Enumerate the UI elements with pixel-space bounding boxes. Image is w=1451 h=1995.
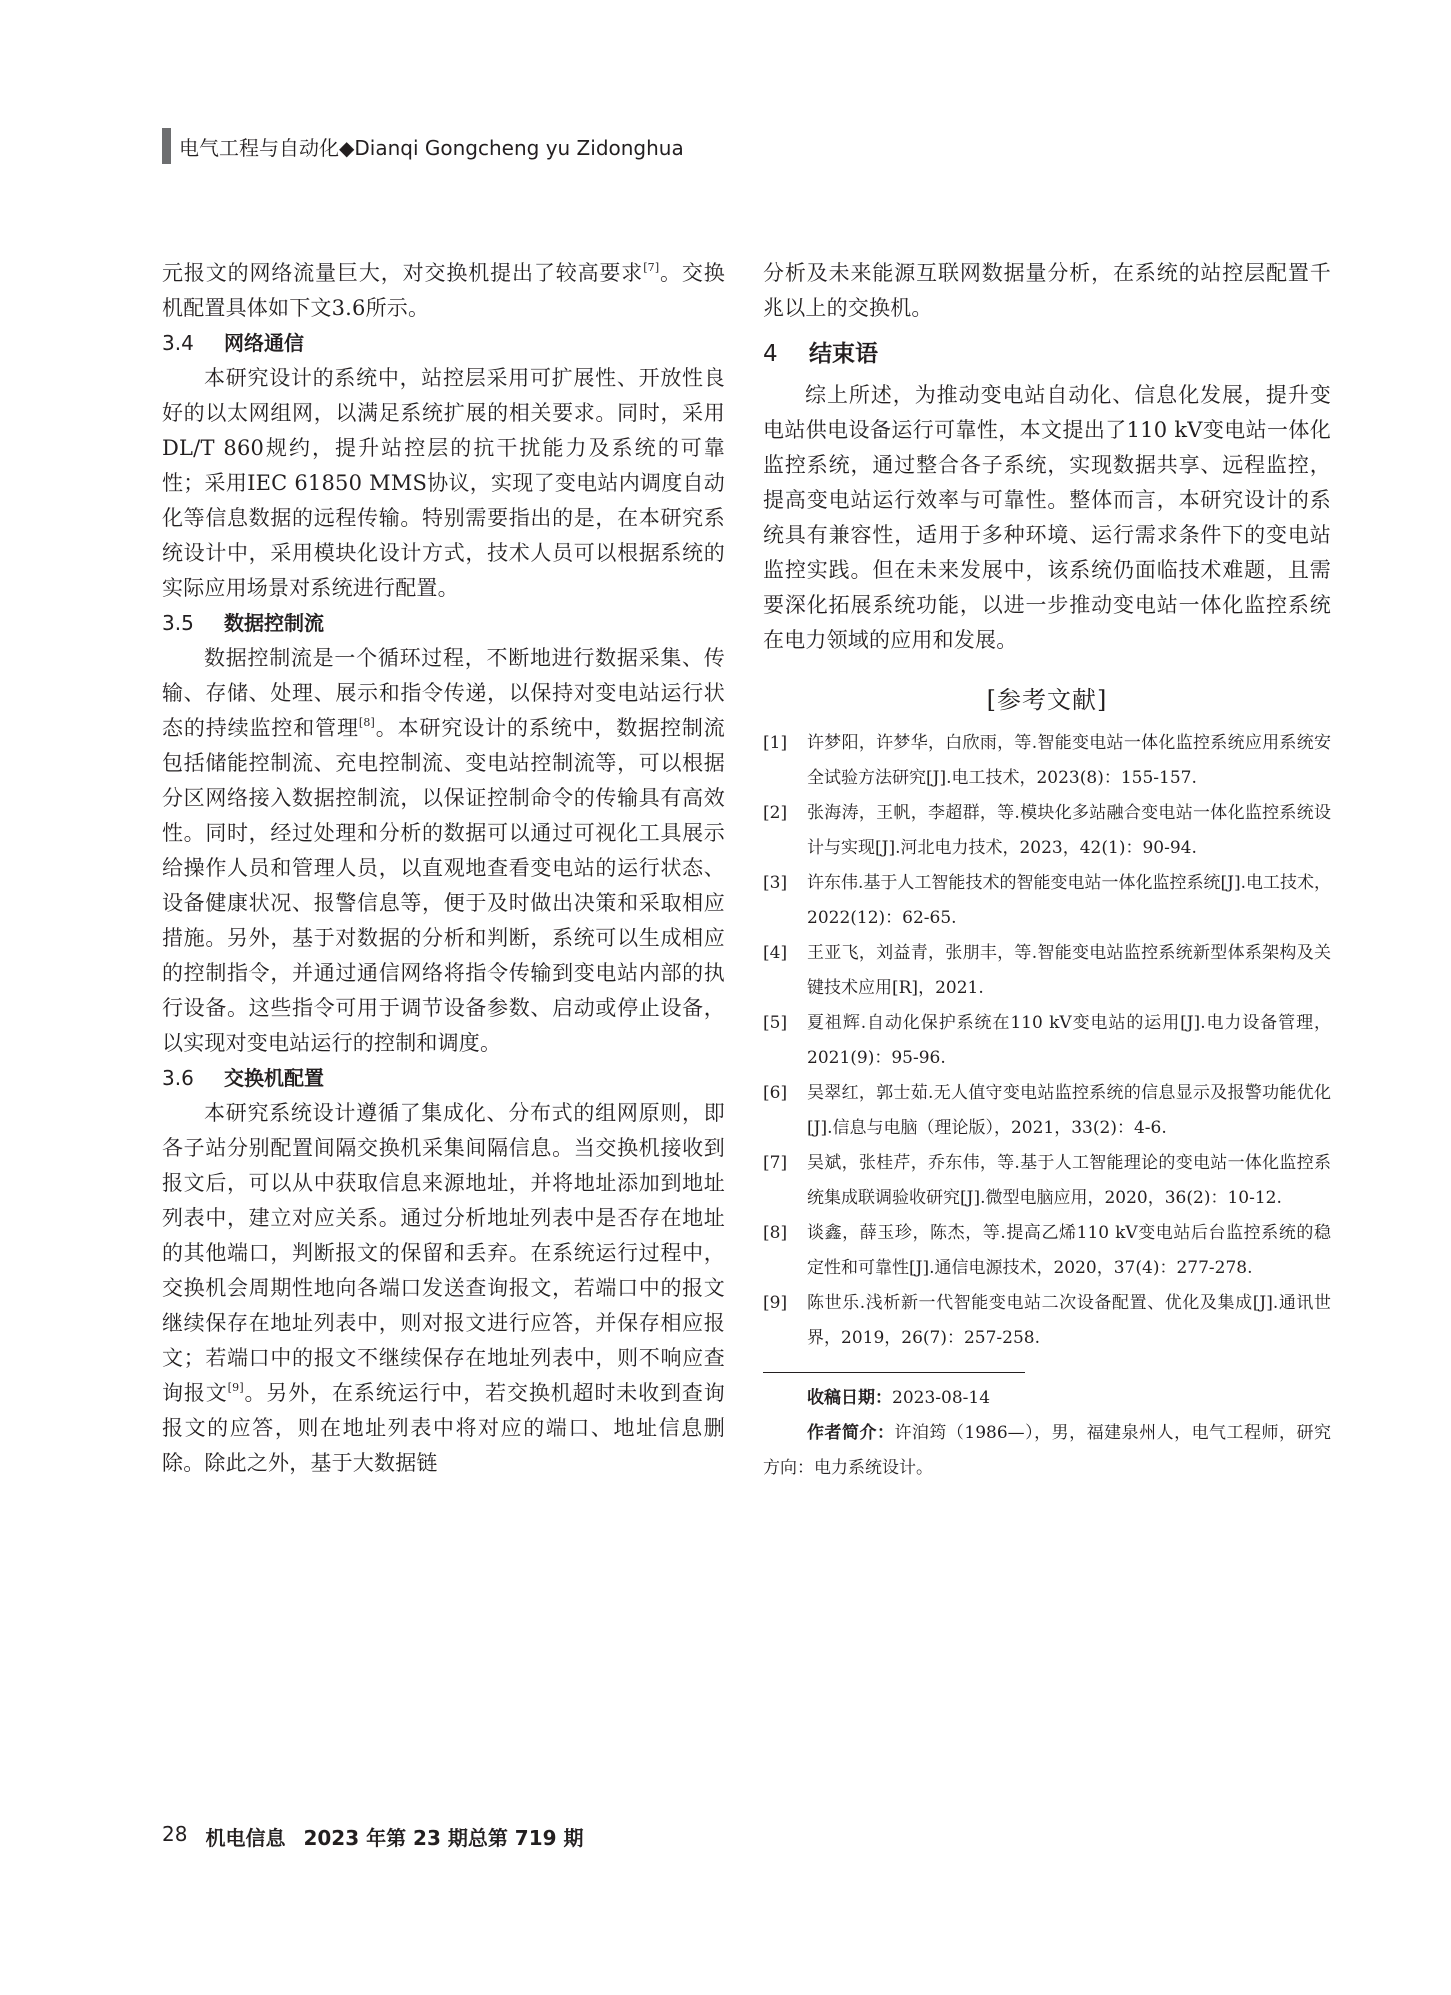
paragraph-continued: 元报文的网络流量巨大，对交换机提出了较高要求[7]。交换机配置具体如下文3.6所示。 bbox=[162, 261, 725, 320]
reference-item: [3] 许东伟.基于人工智能技术的智能变电站一体化监控系统[J].电工技术，2022(12)：62-65. bbox=[763, 873, 1331, 928]
issue-info: 2023 年第 23 期总第 719 期 bbox=[303, 1826, 584, 1850]
section-heading-3-6 bbox=[162, 1061, 725, 1096]
left-column bbox=[162, 256, 725, 1481]
references-title: [参考文献] bbox=[986, 686, 1108, 714]
section-number: 3.4 bbox=[162, 331, 194, 355]
paragraph-switch: 本研究系统设计遵循了集成化、分布式的组网原则，即各子站分别配置间隔交换机采集间隔信息。当交换机接收到报文后，可以从中获取信息来源地址，并将地址添加到地址列表中，建立对应关系。通过分析地址列表中是否存在地址的其他端口，判断报文的保留和丢弃。在系统运行过程中，交换机会周期性地向各端口发送查询报文，若端口中的报文继续保存在地址列表中，则对报文进行应答，并保存相应报文；若端口中的报文不继续保存在地址列表中，则不响应查询报文[9]。另外，在系统运行中，若交换机超时未收到查询报文的应答，则在地址列表中将对应的端口、地址信息删除。除此之外，基于大数据链 bbox=[162, 1101, 725, 1475]
footnote-divider bbox=[763, 1372, 1025, 1373]
reference-item: [1] 许梦阳，许梦华，白欣雨，等.智能变电站一体化监控系统应用系统安全试验方法研究[J].电工技术，2023(8)：155-157. bbox=[763, 733, 1331, 788]
page-number: 28 bbox=[162, 1822, 188, 1846]
section-title: 交换机配置 bbox=[224, 1066, 324, 1090]
section-heading-4 bbox=[763, 334, 1331, 374]
running-head bbox=[162, 128, 684, 164]
section-number: 3.6 bbox=[162, 1066, 194, 1090]
reference-item: [9] 陈世乐.浅析新一代智能变电站二次设备配置、优化及集成[J].通讯世界，2019，26(7)：257-258. bbox=[763, 1293, 1331, 1348]
author-bio-note: 作者简介：许洎筠（1986—），男，福建泉州人，电气工程师，研究方向：电力系统设计。 bbox=[763, 1423, 1331, 1478]
paragraph-conclusion: 综上所述，为推动变电站自动化、信息化发展，提升变电站供电设备运行可靠性，本文提出了110 kV变电站一体化监控系统，通过整合各子系统，实现数据共享、远程监控，提高变电站运行效率与可靠性。整体而言，本研究设计的系统具有兼容性，适用于多种环境、运行需求条件下的变电站监控实践。但在未来发展中，该系统仍面临技术难题，且需要深化拓展系统功能，以进一步推动变电站一体化监控系统在电力领域的应用和发展。 bbox=[763, 383, 1331, 652]
reference-item: [8] 谈鑫，薛玉珍，陈杰，等.提高乙烯110 kV变电站后台监控系统的稳定性和可靠性[J].通信电源技术，2020，37(4)：277-278. bbox=[763, 1223, 1331, 1278]
section-title: 结束语 bbox=[809, 341, 878, 367]
paragraph-network: 本研究设计的系统中，站控层采用可扩展性、开放性良好的以太网组网，以满足系统扩展的相关要求。同时，采用DL/T 860规约，提升站控层的抗干扰能力及系统的可靠性；采用IEC 61850 MMS协议，实现了变电站内调度自动化等信息数据的远程传输。特别需要指出的是，在本研究系统设计中，采用模块化设计方式，技术人员可以根据系统的实际应用场景对系统进行配置。 bbox=[162, 366, 725, 600]
section-number: 4 bbox=[763, 341, 778, 367]
reference-item: [5] 夏祖辉.自动化保护系统在110 kV变电站的运用[J].电力设备管理，2021(9)：95-96. bbox=[763, 1013, 1331, 1068]
right-column bbox=[763, 256, 1331, 1486]
reference-item: [4] 王亚飞，刘益青，张朋丰，等.智能变电站监控系统新型体系架构及关键技术应用[R]，2021. bbox=[763, 943, 1331, 998]
citation: [7] bbox=[643, 261, 660, 274]
reference-item: [6] 吴翠红，郭士茹.无人值守变电站监控系统的信息显示及报警功能优化[J].信息与电脑（理论版），2021，33(2)：4-6. bbox=[763, 1083, 1331, 1138]
running-title: 电气工程与自动化◆Dianqi Gongcheng yu Zidonghua bbox=[179, 135, 684, 160]
reference-item: [7] 吴斌，张桂芹，乔东伟，等.基于人工智能理论的变电站一体化监控系统集成联调验收研究[J].微型电脑应用，2020，36(2)：10-12. bbox=[763, 1153, 1331, 1208]
section-number: 3.5 bbox=[162, 611, 194, 635]
section-heading-3-4 bbox=[162, 326, 725, 361]
reference-item: [2] 张海涛，王帆，李超群，等.模块化多站融合变电站一体化监控系统设计与实现[J].河北电力技术，2023，42(1)：90-94. bbox=[763, 803, 1331, 858]
citation: [9] bbox=[227, 1381, 244, 1394]
running-head-bar bbox=[162, 128, 171, 164]
page-footer bbox=[162, 1822, 584, 1851]
received-date-note: 收稿日期：2023-08-14 bbox=[807, 1388, 991, 1408]
section-title: 数据控制流 bbox=[224, 611, 324, 635]
section-heading-3-5 bbox=[162, 606, 725, 641]
section-title: 网络通信 bbox=[224, 331, 304, 355]
paragraph-continued: 分析及未来能源互联网数据量分析，在系统的站控层配置千兆以上的交换机。 bbox=[763, 261, 1331, 320]
journal-name: 机电信息 bbox=[205, 1826, 286, 1850]
paragraph-data-flow: 数据控制流是一个循环过程，不断地进行数据采集、传输、存储、处理、展示和指令传递，以保持对变电站运行状态的持续监控和管理[8]。本研究设计的系统中，数据控制流包括储能控制流、充电控制流、变电站控制流等，可以根据分区网络接入数据控制流，以保证控制命令的传输具有高效性。同时，经过处理和分析的数据可以通过可视化工具展示给操作人员和管理人员，以直观地查看变电站的运行状态、设备健康状况、报警信息等，便于及时做出决策和采取相应措施。另外，基于对数据的分析和判断，系统可以生成相应的控制指令，并通过通信网络将指令传输到变电站内部的执行设备。这些指令可用于调节设备参数、启动或停止设备，以实现对变电站运行的控制和调度。 bbox=[162, 646, 725, 1055]
reference-list bbox=[763, 726, 1331, 1356]
citation: [8] bbox=[358, 716, 376, 729]
